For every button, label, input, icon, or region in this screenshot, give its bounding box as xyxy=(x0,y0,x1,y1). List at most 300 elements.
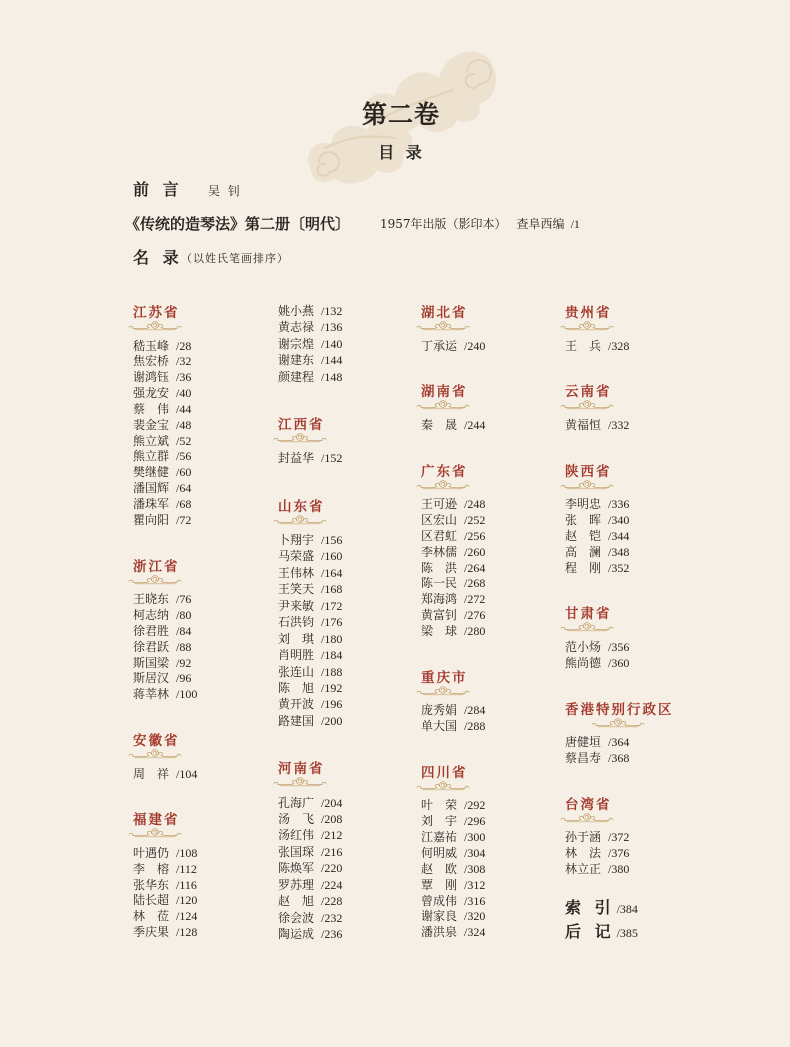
cloud-scroll-icon xyxy=(271,432,329,443)
group-list xyxy=(278,303,428,943)
maker-name: 斯国梁 xyxy=(133,655,170,670)
province-heading-block xyxy=(565,702,715,736)
maker-entry xyxy=(278,910,428,926)
maker-name: 徐君跃 xyxy=(133,639,170,654)
maker-name: 范小炀 xyxy=(565,639,602,654)
directory-note: （以姓氏笔画排序） xyxy=(181,252,289,265)
maker-entry xyxy=(421,608,571,624)
page-number: /100 xyxy=(176,687,198,702)
page-number: /360 xyxy=(608,655,630,670)
cloud-scroll-icon xyxy=(271,776,329,787)
volume-title: 第二卷 xyxy=(361,100,440,129)
page-number: /44 xyxy=(176,401,192,416)
province-group xyxy=(278,303,428,385)
page-number: /152 xyxy=(321,451,343,466)
maker-entry xyxy=(133,402,283,418)
province-heading: 云南省 xyxy=(565,384,612,401)
page-number: /316 xyxy=(464,893,486,908)
page-number: /184 xyxy=(321,648,343,663)
index-row xyxy=(565,896,715,920)
province-heading: 河南省 xyxy=(278,761,325,778)
province-group xyxy=(565,305,715,354)
maker-name: 黄富钊 xyxy=(421,608,458,623)
page-number: /236 xyxy=(321,927,343,942)
maker-entry xyxy=(278,696,428,712)
province-group xyxy=(565,797,715,878)
maker-name: 区宏山 xyxy=(421,513,458,528)
page-number: /180 xyxy=(321,631,343,646)
maker-entry xyxy=(133,481,283,497)
maker-name: 黄开波 xyxy=(278,697,315,712)
page-number: /136 xyxy=(321,320,343,335)
maker-name: 张 晖 xyxy=(565,513,601,528)
maker-entry xyxy=(133,624,283,640)
page-number: /148 xyxy=(321,369,343,384)
page-number: /200 xyxy=(321,713,343,728)
maker-name: 谢建东 xyxy=(278,353,315,368)
province-group xyxy=(133,305,283,529)
cloud-scroll-icon xyxy=(271,514,329,525)
maker-name: 李明忠 xyxy=(565,497,602,512)
page-number: /268 xyxy=(464,576,486,591)
maker-entry xyxy=(133,687,283,703)
page-number: /340 xyxy=(608,513,630,528)
maker-entry xyxy=(278,680,428,696)
province-heading-wrap xyxy=(565,305,610,321)
maker-entry xyxy=(565,846,715,862)
page-number: /372 xyxy=(608,830,630,845)
maker-name: 王笑天 xyxy=(278,582,315,597)
maker-entry xyxy=(278,811,428,827)
page-number: /32 xyxy=(176,354,192,369)
page-number: /224 xyxy=(321,877,343,892)
province-group xyxy=(421,765,571,941)
afterword-label: 后 记 xyxy=(565,921,615,941)
maker-entry xyxy=(421,529,571,545)
page-number: /48 xyxy=(176,417,192,432)
province-heading-block xyxy=(133,812,283,846)
province-heading-block xyxy=(278,499,428,533)
maker-entry xyxy=(278,713,428,729)
maker-entry xyxy=(133,656,283,672)
maker-name: 肖明胜 xyxy=(278,648,315,663)
province-heading: 湖北省 xyxy=(421,305,468,321)
maker-entry xyxy=(278,319,428,335)
maker-name: 林 莅 xyxy=(133,909,169,924)
cloud-scroll-icon xyxy=(558,399,616,410)
province-heading-wrap xyxy=(133,812,178,828)
maker-entry xyxy=(421,862,571,878)
cloud-scroll-icon xyxy=(126,574,184,585)
cloud-scroll-icon xyxy=(126,748,184,759)
maker-entry xyxy=(421,561,571,577)
page-number: /280 xyxy=(464,623,486,638)
page-number: /28 xyxy=(176,338,192,353)
province-group xyxy=(133,733,283,782)
province-heading-block xyxy=(133,305,283,339)
page-number: /292 xyxy=(464,798,486,813)
maker-name: 唐健垣 xyxy=(565,735,602,750)
maker-entry xyxy=(565,862,715,878)
cloud-scroll-icon xyxy=(589,717,647,728)
maker-name: 覃 刚 xyxy=(421,877,457,892)
maker-name: 刘 宇 xyxy=(421,814,457,829)
maker-name: 熊尚德 xyxy=(565,655,602,670)
page-number: /76 xyxy=(176,592,192,607)
maker-name: 罗苏理 xyxy=(278,877,315,892)
directory-label: 名 录 xyxy=(133,248,183,267)
page-number: /240 xyxy=(464,338,486,353)
province-heading: 福建省 xyxy=(133,812,180,829)
maker-name: 马荣盛 xyxy=(278,549,315,564)
province-heading-wrap xyxy=(133,733,178,749)
maker-entry xyxy=(565,545,715,561)
maker-entry xyxy=(421,703,571,719)
maker-entry xyxy=(278,352,428,368)
maker-entry xyxy=(133,370,283,386)
page-number: /64 xyxy=(176,481,192,496)
group-list xyxy=(133,305,283,941)
maker-entry xyxy=(278,303,428,319)
page-number: /385 xyxy=(616,925,638,940)
group-list xyxy=(565,305,715,878)
page-number: /1 xyxy=(570,217,580,231)
page-number: /328 xyxy=(608,338,630,353)
page-number: /264 xyxy=(464,560,486,575)
province-group xyxy=(278,417,428,467)
page-number: /348 xyxy=(608,544,630,559)
page-number: /96 xyxy=(176,671,192,686)
maker-name: 熊立斌 xyxy=(133,433,170,448)
page-number: /88 xyxy=(176,639,192,654)
page-number: /40 xyxy=(176,386,192,401)
page-number: /336 xyxy=(608,497,630,512)
province-heading: 湖南省 xyxy=(421,384,468,401)
cloud-scroll-icon xyxy=(126,320,184,331)
maker-name: 高 澜 xyxy=(565,544,601,559)
page-number: /172 xyxy=(321,598,343,613)
page-number: /72 xyxy=(176,512,192,527)
maker-name: 陈 旭 xyxy=(278,680,314,695)
maker-name: 石洪钧 xyxy=(278,615,315,630)
maker-entry xyxy=(421,418,571,434)
province-heading: 重庆市 xyxy=(421,669,468,686)
maker-entry xyxy=(278,844,428,860)
page-number: /252 xyxy=(464,513,486,528)
maker-name: 李 榕 xyxy=(133,861,169,876)
maker-name: 王 兵 xyxy=(565,338,601,353)
group-list xyxy=(421,305,571,941)
province-heading-block xyxy=(278,417,428,451)
province-heading-block xyxy=(133,733,283,767)
maker-entry xyxy=(278,369,428,385)
maker-name: 颜建程 xyxy=(278,369,315,384)
page-number: /92 xyxy=(176,655,192,670)
maker-entry xyxy=(421,830,571,846)
page-number: /288 xyxy=(464,719,486,734)
maker-entry xyxy=(133,418,283,434)
maker-name: 卜翔宇 xyxy=(278,533,315,548)
province-group xyxy=(278,761,428,942)
maker-entry xyxy=(565,640,715,656)
province-group xyxy=(421,305,571,354)
maker-name: 季庆果 xyxy=(133,925,170,940)
province-heading-block xyxy=(565,305,715,339)
maker-entry xyxy=(278,893,428,909)
page-number: /272 xyxy=(464,592,486,607)
page-number: /364 xyxy=(608,735,630,750)
maker-name: 蔡昌寿 xyxy=(565,750,602,765)
page-number: /296 xyxy=(464,814,486,829)
maker-entry xyxy=(278,565,428,581)
page-number: /176 xyxy=(321,615,343,630)
page-number: /156 xyxy=(321,533,343,548)
province-heading: 甘肃省 xyxy=(565,606,612,623)
maker-name: 王晓东 xyxy=(133,592,170,607)
maker-entry xyxy=(421,576,571,592)
maker-name: 赵 旭 xyxy=(278,894,314,909)
maker-entry xyxy=(133,767,283,783)
maker-name: 张连山 xyxy=(278,664,315,679)
maker-name: 刘 琪 xyxy=(278,631,314,646)
province-heading-wrap xyxy=(565,606,610,622)
maker-entry xyxy=(278,795,428,811)
page-number: /376 xyxy=(608,846,630,861)
maker-entry xyxy=(421,894,571,910)
page-number: /256 xyxy=(464,528,486,543)
page-number: /380 xyxy=(608,861,630,876)
maker-name: 林立正 xyxy=(565,861,602,876)
page-number: /276 xyxy=(464,608,486,623)
page-number: /104 xyxy=(176,766,198,781)
maker-name: 谢宗煌 xyxy=(278,336,315,351)
province-heading: 贵州省 xyxy=(565,305,612,321)
maker-entry xyxy=(133,878,283,894)
page-number: /204 xyxy=(321,795,343,810)
province-group xyxy=(421,670,571,735)
page-number: /128 xyxy=(176,925,198,940)
page-number: /356 xyxy=(608,639,630,654)
maker-name: 蒋莘林 xyxy=(133,687,170,702)
maker-entry xyxy=(421,624,571,640)
maker-name: 王伟林 xyxy=(278,565,315,580)
maker-name: 赵 欧 xyxy=(421,861,457,876)
province-heading: 安徽省 xyxy=(133,733,180,750)
directory-column-4 xyxy=(565,305,715,944)
page-number: /260 xyxy=(464,544,486,559)
maker-name: 李林儒 xyxy=(421,544,458,559)
maker-entry xyxy=(565,497,715,513)
reprint-title: 《传统的造琴法》第二册〔明代〕 xyxy=(125,215,351,233)
toc-title: 目 录 xyxy=(378,143,425,162)
maker-entry xyxy=(133,608,283,624)
maker-name: 郑海鸿 xyxy=(421,592,458,607)
page-number: /208 xyxy=(321,812,343,826)
maker-name: 汤红伟 xyxy=(278,828,315,843)
province-heading: 四川省 xyxy=(421,764,468,781)
page-number: /56 xyxy=(176,449,192,464)
page-number: /116 xyxy=(176,877,197,892)
maker-entry xyxy=(421,592,571,608)
page-number: /188 xyxy=(321,664,343,679)
province-group xyxy=(565,384,715,433)
maker-name: 封益华 xyxy=(278,451,315,466)
maker-name: 陈焕军 xyxy=(278,861,315,876)
maker-name: 江嘉祐 xyxy=(421,830,458,845)
maker-name: 程 刚 xyxy=(565,560,601,575)
province-heading: 江西省 xyxy=(278,416,325,433)
cloud-scroll-icon xyxy=(558,479,616,490)
maker-name: 谢鸿钰 xyxy=(133,370,170,385)
maker-entry xyxy=(565,529,715,545)
maker-name: 蔡 伟 xyxy=(133,401,169,416)
page-number: /68 xyxy=(176,496,192,511)
maker-name: 徐会波 xyxy=(278,910,315,925)
maker-name: 赵 铠 xyxy=(565,528,601,543)
page-number: /312 xyxy=(464,877,486,892)
province-heading-wrap xyxy=(421,670,466,686)
maker-name: 潘洪泉 xyxy=(421,925,458,940)
maker-entry xyxy=(565,513,715,529)
maker-entry xyxy=(278,450,428,466)
maker-name: 路建国 xyxy=(278,713,315,728)
maker-entry xyxy=(278,614,428,630)
province-group xyxy=(278,499,428,730)
maker-name: 柯志纳 xyxy=(133,607,170,622)
maker-name: 孙于涵 xyxy=(565,830,602,845)
maker-entry xyxy=(278,581,428,597)
province-heading-wrap xyxy=(421,384,466,400)
province-heading: 江苏省 xyxy=(133,305,180,321)
province-group xyxy=(565,606,715,671)
cloud-scroll-icon xyxy=(414,685,472,696)
cloud-scroll-icon xyxy=(558,320,616,331)
province-heading: 广东省 xyxy=(421,463,468,480)
page-number: /220 xyxy=(321,861,343,876)
maker-entry xyxy=(278,647,428,663)
page-number: /304 xyxy=(464,846,486,860)
maker-entry xyxy=(421,719,571,735)
cloud-scroll-icon xyxy=(414,399,472,410)
maker-entry xyxy=(421,925,571,941)
cloud-scroll-icon xyxy=(558,812,616,823)
maker-name: 潘国辉 xyxy=(133,481,170,496)
maker-entry xyxy=(278,548,428,564)
maker-entry xyxy=(421,814,571,830)
maker-entry xyxy=(133,497,283,513)
maker-entry xyxy=(565,561,715,577)
province-heading-wrap xyxy=(133,559,178,575)
province-heading-block xyxy=(565,384,715,418)
maker-name: 何明威 xyxy=(421,846,458,860)
page-number: /320 xyxy=(464,909,486,924)
page-number: /244 xyxy=(464,417,486,432)
directory-column-2 xyxy=(278,303,428,943)
page-number: /52 xyxy=(176,433,192,448)
page-number: /112 xyxy=(176,861,197,876)
maker-name: 嵇玉峰 xyxy=(133,338,170,353)
maker-name: 斯居汉 xyxy=(133,671,170,686)
page-number: /168 xyxy=(321,582,343,597)
page-number: /284 xyxy=(464,703,486,718)
page-number: /216 xyxy=(321,844,343,859)
maker-entry xyxy=(278,631,428,647)
maker-entry xyxy=(565,339,715,355)
maker-entry xyxy=(133,862,283,878)
province-heading-block xyxy=(421,765,571,799)
directory-column-3 xyxy=(421,305,571,941)
province-heading-wrap xyxy=(565,464,610,480)
maker-entry xyxy=(421,497,571,513)
reprint-edition: 1957年出版（影印本） xyxy=(380,217,507,231)
province-heading-block xyxy=(278,761,428,795)
maker-name: 焦宏桥 xyxy=(133,354,170,369)
province-heading-block xyxy=(421,464,571,498)
maker-name: 秦 晟 xyxy=(421,417,457,432)
maker-entry xyxy=(278,877,428,893)
maker-name: 陆长超 xyxy=(133,893,170,908)
cloud-scroll-icon xyxy=(558,621,616,632)
index-label: 索 引 xyxy=(565,897,615,917)
maker-name: 陶运成 xyxy=(278,927,315,942)
maker-entry xyxy=(133,434,283,450)
page-number: /36 xyxy=(176,370,192,385)
page-number: /344 xyxy=(608,528,630,543)
reprint-info xyxy=(380,216,580,232)
maker-entry xyxy=(421,798,571,814)
province-heading-block xyxy=(565,464,715,498)
maker-entry xyxy=(133,386,283,402)
preface-label: 前 言 xyxy=(133,180,183,199)
reprint-editor: 查阜西编 xyxy=(516,217,565,231)
maker-name: 瞿向阳 xyxy=(133,512,170,527)
maker-entry xyxy=(278,336,428,352)
maker-name: 孔海广 xyxy=(278,795,315,810)
maker-name: 张华东 xyxy=(133,877,170,892)
page-number: /120 xyxy=(176,893,198,908)
maker-entry xyxy=(278,860,428,876)
maker-name: 周 祥 xyxy=(133,766,169,781)
maker-entry xyxy=(133,671,283,687)
page-number: /132 xyxy=(321,303,343,318)
page-number: /164 xyxy=(321,565,343,580)
maker-name: 黄志禄 xyxy=(278,320,315,335)
province-heading: 台湾省 xyxy=(565,796,612,813)
maker-name: 张国琛 xyxy=(278,844,315,859)
maker-name: 徐君胜 xyxy=(133,623,170,638)
province-group xyxy=(565,702,715,767)
maker-entry xyxy=(278,827,428,843)
maker-entry xyxy=(133,592,283,608)
maker-entry xyxy=(565,656,715,672)
maker-entry xyxy=(133,339,283,355)
province-heading-wrap xyxy=(421,765,466,781)
maker-entry xyxy=(278,926,428,942)
cloud-scroll-icon xyxy=(414,320,472,331)
province-heading-wrap xyxy=(565,797,610,813)
maker-name: 谢家良 xyxy=(421,909,458,924)
maker-entry xyxy=(133,465,283,481)
maker-name: 单大国 xyxy=(421,719,458,734)
afterword-row xyxy=(565,920,715,944)
cloud-scroll-icon xyxy=(414,780,472,791)
province-heading-wrap xyxy=(421,305,466,321)
maker-name: 陈 洪 xyxy=(421,560,457,575)
page-number: /196 xyxy=(321,697,343,712)
maker-name: 庞秀娟 xyxy=(421,703,458,718)
maker-name: 王可逊 xyxy=(421,497,458,512)
province-heading-wrap xyxy=(421,464,466,480)
